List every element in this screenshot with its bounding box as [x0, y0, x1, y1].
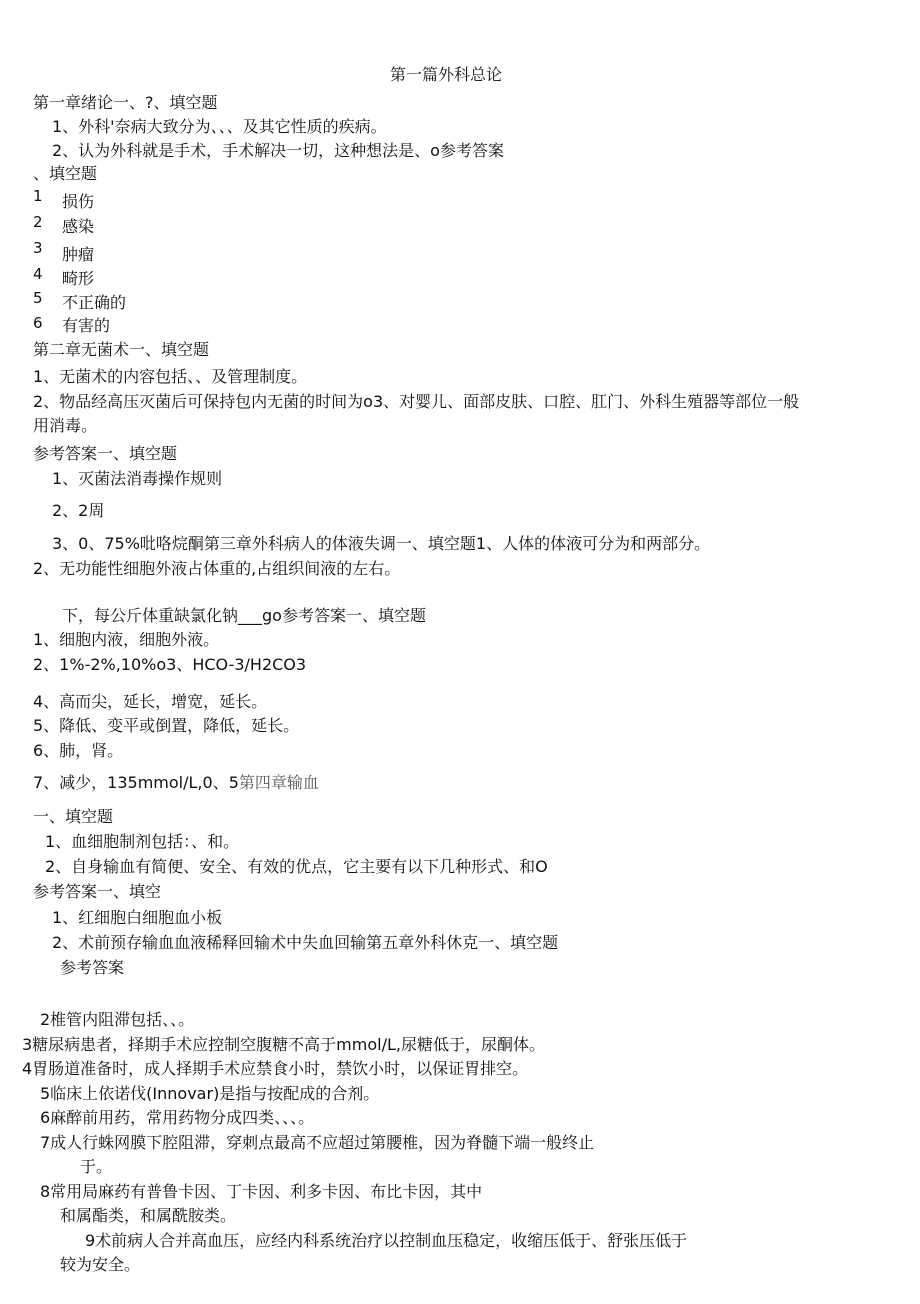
answer-number: 3	[33, 239, 43, 257]
answer-text: 肿瘤	[62, 245, 95, 264]
question-text: 6麻醉前用药，常用药物分成四类、、、。	[40, 1108, 315, 1127]
chapter-heading: 第一章绪论一、?、填空题	[33, 93, 218, 112]
question-text: 2椎管内阻滞包括、、。	[40, 1010, 195, 1029]
question-text: 5临床上依诺伐(Innovar)是指与按配成的合剂。	[40, 1084, 380, 1103]
answer-text: 1、细胞内液，细胞外液。	[33, 630, 220, 649]
question-text: 7成人行蛛网膜下腔阻滞，穿刺点最高不应超过第腰椎，因为脊髓下端一般终止	[40, 1133, 595, 1152]
question-text: 3糖尿病患者，择期手术应控制空腹糖不高于mmol/L,尿糖低于，尿酮体。	[22, 1035, 545, 1054]
question-text: 8常用局麻药有普鲁卡因、丁卡因、利多卡因、布比卡因，其中	[40, 1182, 483, 1201]
answer-text: 4、高而尖，延长，增宽，延长。	[33, 692, 268, 711]
question-text: 1、无菌术的内容包括、、及管理制度。	[33, 367, 308, 386]
question-text: 和属酯类，和属酰胺类。	[60, 1206, 237, 1225]
question-text: 1、外科'奈病大致分为、、、及其它性质的疾病。	[52, 117, 387, 136]
section-heading: 参考答案一、填空题	[33, 444, 178, 463]
answer-text: 3、0、75%吡咯烷酮第三章外科病人的体液失调一、填空题1、人体的体液可分为和两部分。	[52, 534, 711, 553]
chapter-heading: 第二章无菌术一、填空题	[33, 340, 210, 359]
question-text: 用消毒。	[33, 416, 98, 435]
section-heading: 参考答案一、填空	[33, 882, 162, 901]
answer-text: 2、1%-2%,10%o3、HCO-3/H2CO3	[33, 655, 307, 674]
answer-text: 不正确的	[62, 293, 127, 312]
question-text: 2、自身输血有简便、安全、有效的优点，它主要有以下几种形式、和O	[45, 857, 548, 876]
answer-text: 2、2周	[52, 501, 105, 520]
question-text: 1、血细胞制剂包括：、和。	[45, 832, 240, 851]
answer-text: 有害的	[62, 316, 111, 335]
question-text: 4胃肠道准备时，成人择期手术应禁食小时，禁饮小时，以保证胃排空。	[22, 1059, 529, 1078]
answer-text: 1、红细胞白细胞血小板	[52, 908, 223, 927]
question-text: 2、物品经高压灭菌后可保持包内无菌的时间为o3、对婴儿、面部皮肤、口腔、肛门、外科生殖器等部位一般	[33, 392, 800, 411]
answer-number: 2	[33, 213, 43, 231]
answer-number: 5	[33, 289, 43, 307]
answer-text: 7、减少，135mmol/L,0、5	[33, 773, 239, 792]
section-heading: 、填空题	[33, 164, 98, 183]
question-text: 于。	[80, 1157, 113, 1176]
answer-text: 损伤	[62, 192, 95, 211]
answer-number: 4	[33, 265, 43, 283]
answer-line	[33, 773, 319, 793]
question-text: 较为安全。	[60, 1255, 141, 1274]
answer-text: 6、肺，肾。	[33, 741, 124, 760]
answer-number: 6	[33, 314, 43, 332]
section-heading: 参考答案	[60, 958, 125, 977]
answer-text: 2、术前预存输血血液稀释回输术中失血回输第五章外科休克一、填空题	[52, 933, 559, 952]
section-heading: 一、填空题	[33, 807, 114, 826]
chapter-heading: 第四章输血	[238, 773, 319, 792]
answer-text: 畸形	[62, 269, 95, 288]
document-title: 第一篇外科总论	[390, 65, 503, 84]
answer-text: 1、灭菌法消毒操作规则	[52, 469, 223, 488]
question-text: 2、认为外科就是手术，手术解决一切，这种想法是、o参考答案	[52, 141, 504, 160]
answer-text: 5、降低、变平或倒置，降低，延长。	[33, 716, 300, 735]
answer-number: 1	[33, 187, 43, 205]
question-text: 2、无功能性细胞外液占体重的,占组织间液的左右。	[33, 559, 401, 578]
question-text: 9术前病人合并高血压，应经内科系统治疗以控制血压稳定，收缩压低于、舒张压低于	[85, 1231, 688, 1250]
question-text: 下，每公斤体重缺氯化钠___go参考答案一、填空题	[62, 606, 426, 625]
answer-text: 感染	[62, 217, 95, 236]
